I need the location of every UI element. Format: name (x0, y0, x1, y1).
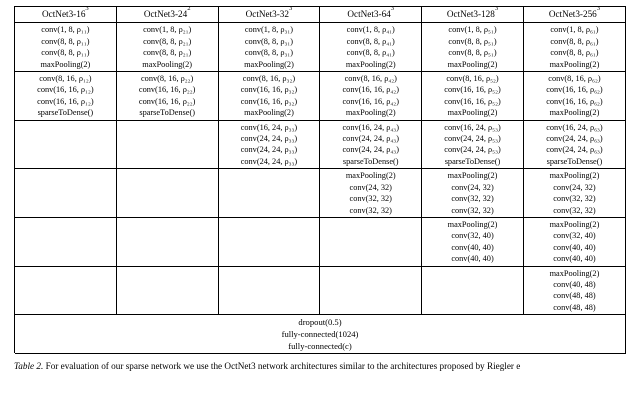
block-cell-4-1 (116, 218, 218, 266)
shared-tail-row (15, 315, 626, 354)
table-caption (14, 361, 626, 373)
block-cell-0-5: conv(1, 8, ρ₆₁) conv(8, 8, ρ₆₁) conv(8, 8, ρ₆₁) maxPooling(2) (523, 23, 625, 72)
block-cell-3-0 (15, 169, 117, 217)
block-cell-1-5: conv(8, 16, ρ₆₂) conv(16, 16, ρ₆₂) conv(16, 16, ρ₆₂) maxPooling(2) (523, 72, 625, 120)
table-row (15, 23, 626, 72)
block-cell-0-2: conv(1, 8, ρ₃₁) conv(8, 8, ρ₃₁) conv(8, 8, ρ₃₁) maxPooling(2) (218, 23, 320, 72)
block-cell-2-0 (15, 121, 117, 169)
shared-tail-cell (15, 315, 626, 354)
column-header-0: $OctNet3-16^3$ (15, 7, 117, 23)
block-cell-3-2 (218, 169, 320, 217)
block-cell-4-3 (320, 218, 422, 266)
tail-dropout: dropout(0.5) (298, 317, 342, 328)
column-header-3: $OctNet3-64^3$ (320, 7, 422, 23)
tail-fc-1024: fully-connected(1024) (281, 329, 359, 340)
block-cell-5-5: maxPooling(2) conv(40, 48) conv(48, 48) conv(48, 48) (523, 267, 625, 315)
block-cell-4-0 (15, 218, 117, 266)
tail-fc-c: fully-connected(c) (288, 341, 352, 352)
table-bottom-rule (15, 353, 626, 354)
block-cell-4-5: maxPooling(2) conv(32, 40) conv(40, 40) conv(40, 40) (523, 218, 625, 266)
caption-text: For evaluation of our sparse network we use the OctNet3 network architectures similar to the architectures proposed by Riegler e (43, 361, 521, 372)
table-row (15, 121, 626, 169)
block-cell-0-1: conv(1, 8, ρ₂₁) conv(8, 8, ρ₂₁) conv(8, 8, ρ₂₁) maxPooling(2) (116, 23, 218, 72)
table-row (15, 218, 626, 266)
block-cell-3-4: maxPooling(2) conv(24, 32) conv(32, 32) conv(32, 32) (422, 169, 524, 217)
block-cell-5-1 (116, 267, 218, 315)
block-cell-1-1: conv(8, 16, ρ₂₂) conv(16, 16, ρ₂₂) conv(16, 16, ρ₂₂) sparseToDense() (116, 72, 218, 120)
caption-label: Table 2. (14, 361, 44, 372)
table-row (15, 267, 626, 315)
table-row (15, 72, 626, 120)
block-cell-4-4: maxPooling(2) conv(32, 40) conv(40, 40) conv(40, 40) (422, 218, 524, 266)
column-header-5: $OctNet3-256^3$ (523, 7, 625, 23)
block-cell-5-4 (422, 267, 524, 315)
architecture-table (14, 6, 626, 354)
block-cell-3-1 (116, 169, 218, 217)
block-cell-2-4: conv(16, 24, ρ₅₃) conv(24, 24, ρ₅₃) conv(24, 24, ρ₅₃) sparseToDense() (422, 121, 524, 169)
block-cell-3-3: maxPooling(2) conv(24, 32) conv(32, 32) conv(32, 32) (320, 169, 422, 217)
block-cell-2-5: conv(16, 24, ρ₆₃) conv(24, 24, ρ₆₃) conv(24, 24, ρ₆₃) sparseToDense() (523, 121, 625, 169)
block-cell-0-0: conv(1, 8, ρ₁₁) conv(8, 8, ρ₁₁) conv(8, 8, ρ₁₁) maxPooling(2) (15, 23, 117, 72)
column-header-2: $OctNet3-32^3$ (218, 7, 320, 23)
column-header-1: $OctNet3-24^2$ (116, 7, 218, 23)
block-cell-1-0: conv(8, 16, ρ₁₂) conv(16, 16, ρ₁₂) conv(16, 16, ρ₁₂) sparseToDense() (15, 72, 117, 120)
block-cell-5-2 (218, 267, 320, 315)
block-cell-0-3: conv(1, 8, ρ₄₁) conv(8, 8, ρ₄₁) conv(8, 8, ρ₄₁) maxPooling(2) (320, 23, 422, 72)
table-header-row (15, 7, 626, 23)
block-cell-1-2: conv(8, 16, ρ₃₂) conv(16, 16, ρ₃₂) conv(16, 16, ρ₃₂) maxPooling(2) (218, 72, 320, 120)
block-cell-3-5: maxPooling(2) conv(24, 32) conv(32, 32) conv(32, 32) (523, 169, 625, 217)
block-cell-5-3 (320, 267, 422, 315)
table-figure-sheet (0, 6, 640, 373)
block-cell-1-3: conv(8, 16, ρ₄₂) conv(16, 16, ρ₄₂) conv(16, 16, ρ₄₂) maxPooling(2) (320, 72, 422, 120)
block-cell-5-0 (15, 267, 117, 315)
column-header-4: $OctNet3-128^3$ (422, 7, 524, 23)
table-row (15, 169, 626, 217)
block-cell-2-1 (116, 121, 218, 169)
block-cell-2-3: conv(16, 24, ρ₄₃) conv(24, 24, ρ₄₃) conv(24, 24, ρ₄₃) sparseToDense() (320, 121, 422, 169)
block-cell-2-2: conv(16, 24, ρ₃₃) conv(24, 24, ρ₃₃) conv(24, 24, ρ₃₃) conv(24, 24, ρ₃₃) (218, 121, 320, 169)
block-cell-1-4: conv(8, 16, ρ₅₂) conv(16, 16, ρ₅₂) conv(16, 16, ρ₅₂) maxPooling(2) (422, 72, 524, 120)
block-cell-4-2 (218, 218, 320, 266)
block-cell-0-4: conv(1, 8, ρ₅₁) conv(8, 8, ρ₅₁) conv(8, 8, ρ₅₁) maxPooling(2) (422, 23, 524, 72)
